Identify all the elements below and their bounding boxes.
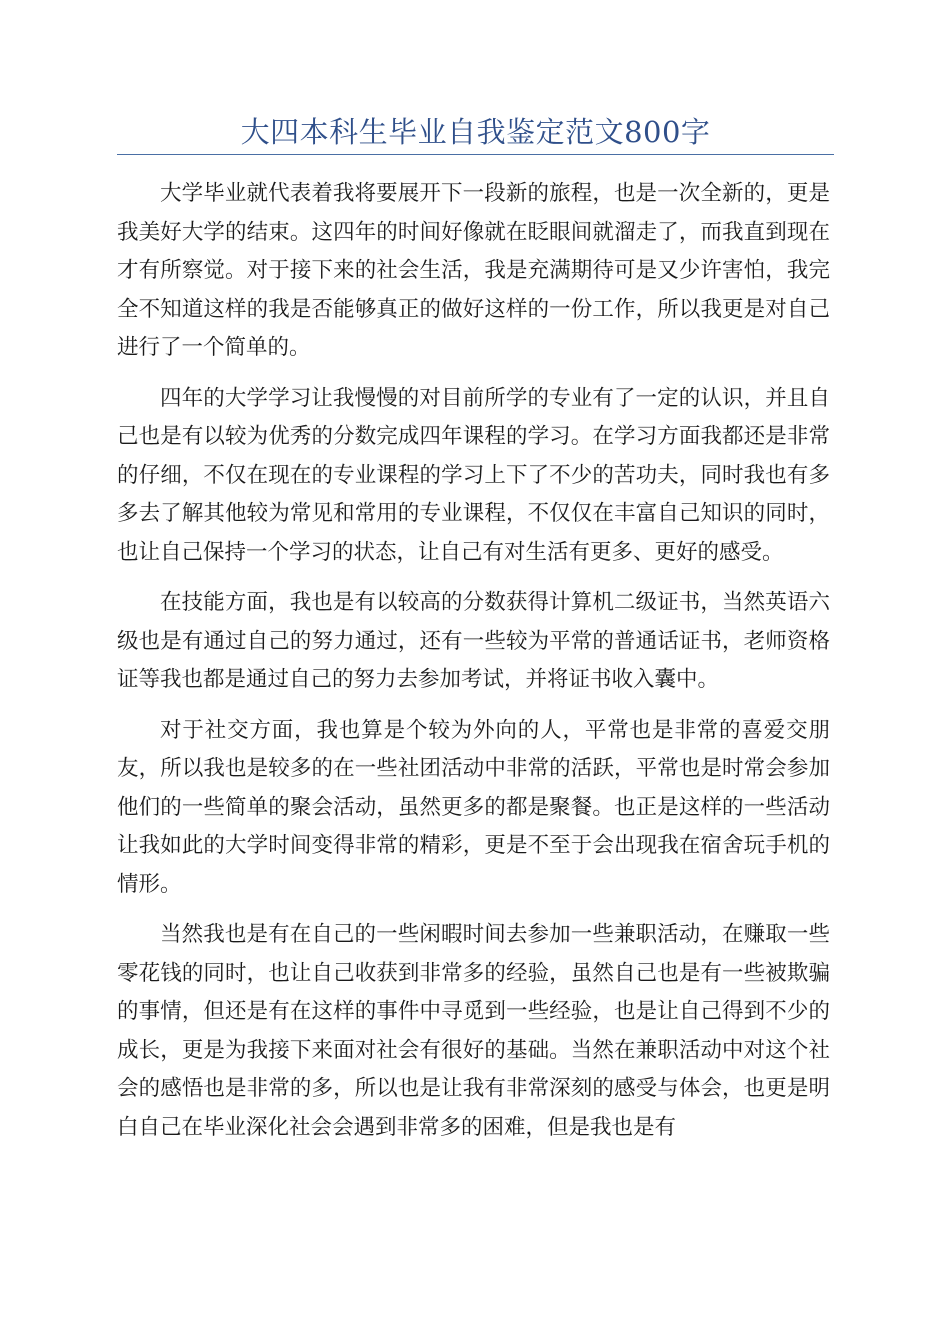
document-body	[117, 175, 830, 1159]
paragraph-1: 大学毕业就代表着我将要展开下一段新的旅程，也是一次全新的，更是我美好大学的结束。这四年的时间好像就在眨眼间就溜走了，而我直到现在才有所察觉。对于接下来的社会生活，我是充满期待可是又少许害怕，我完全不知道这样的我是否能够真正的做好这样的一份工作，所以我更是对自己进行了一个简单的。	[117, 181, 830, 360]
paragraph-4: 对于社交方面，我也算是个较为外向的人，平常也是非常的喜爱交朋友，所以我也是较多的在一些社团活动中非常的活跃，平常也是时常会参加他们的一些简单的聚会活动，虽然更多的都是聚餐。也正是这样的一些活动让我如此的大学时间变得非常的精彩，更是不至于会出现我在宿舍玩手机的情形。	[117, 717, 830, 897]
title-underline	[117, 154, 834, 155]
paragraph-5: 当然我也是有在自己的一些闲暇时间去参加一些兼职活动，在赚取一些零花钱的同时，也让自己收获到非常多的经验，虽然自己也是有一些被欺骗的事情，但还是有在这样的事件中寻觅到一些经验，也是让自己得到不少的成长，更是为我接下来面对社会有很好的基础。当然在兼职活动中对这个社会的感悟也是非常的多，所以也是让我有非常深刻的感受与体会，也更是明白自己在毕业深化社会会遇到非常多的困难，但是我也是有	[117, 922, 830, 1140]
paragraph-3: 在技能方面，我也是有以较高的分数获得计算机二级证书，当然英语六级也是有通过自己的努力通过，还有一些较为平常的普通话证书，老师资格证等我也都是通过自己的努力去参加考试，并将证书收入囊中。	[117, 590, 830, 692]
document-title: 大四本科生毕业自我鉴定范文800字	[240, 115, 711, 149]
paragraph-2: 四年的大学学习让我慢慢的对目前所学的专业有了一定的认识，并且自己也是有以较为优秀的分数完成四年课程的学习。在学习方面我都还是非常的仔细，不仅在现在的专业课程的学习上下了不少的苦功夫，同时我也有多多去了解其他较为常见和常用的专业课程，不仅仅在丰富自己知识的同时，也让自己保持一个学习的状态，让自己有对生活有更多、更好的感受。	[117, 385, 830, 565]
